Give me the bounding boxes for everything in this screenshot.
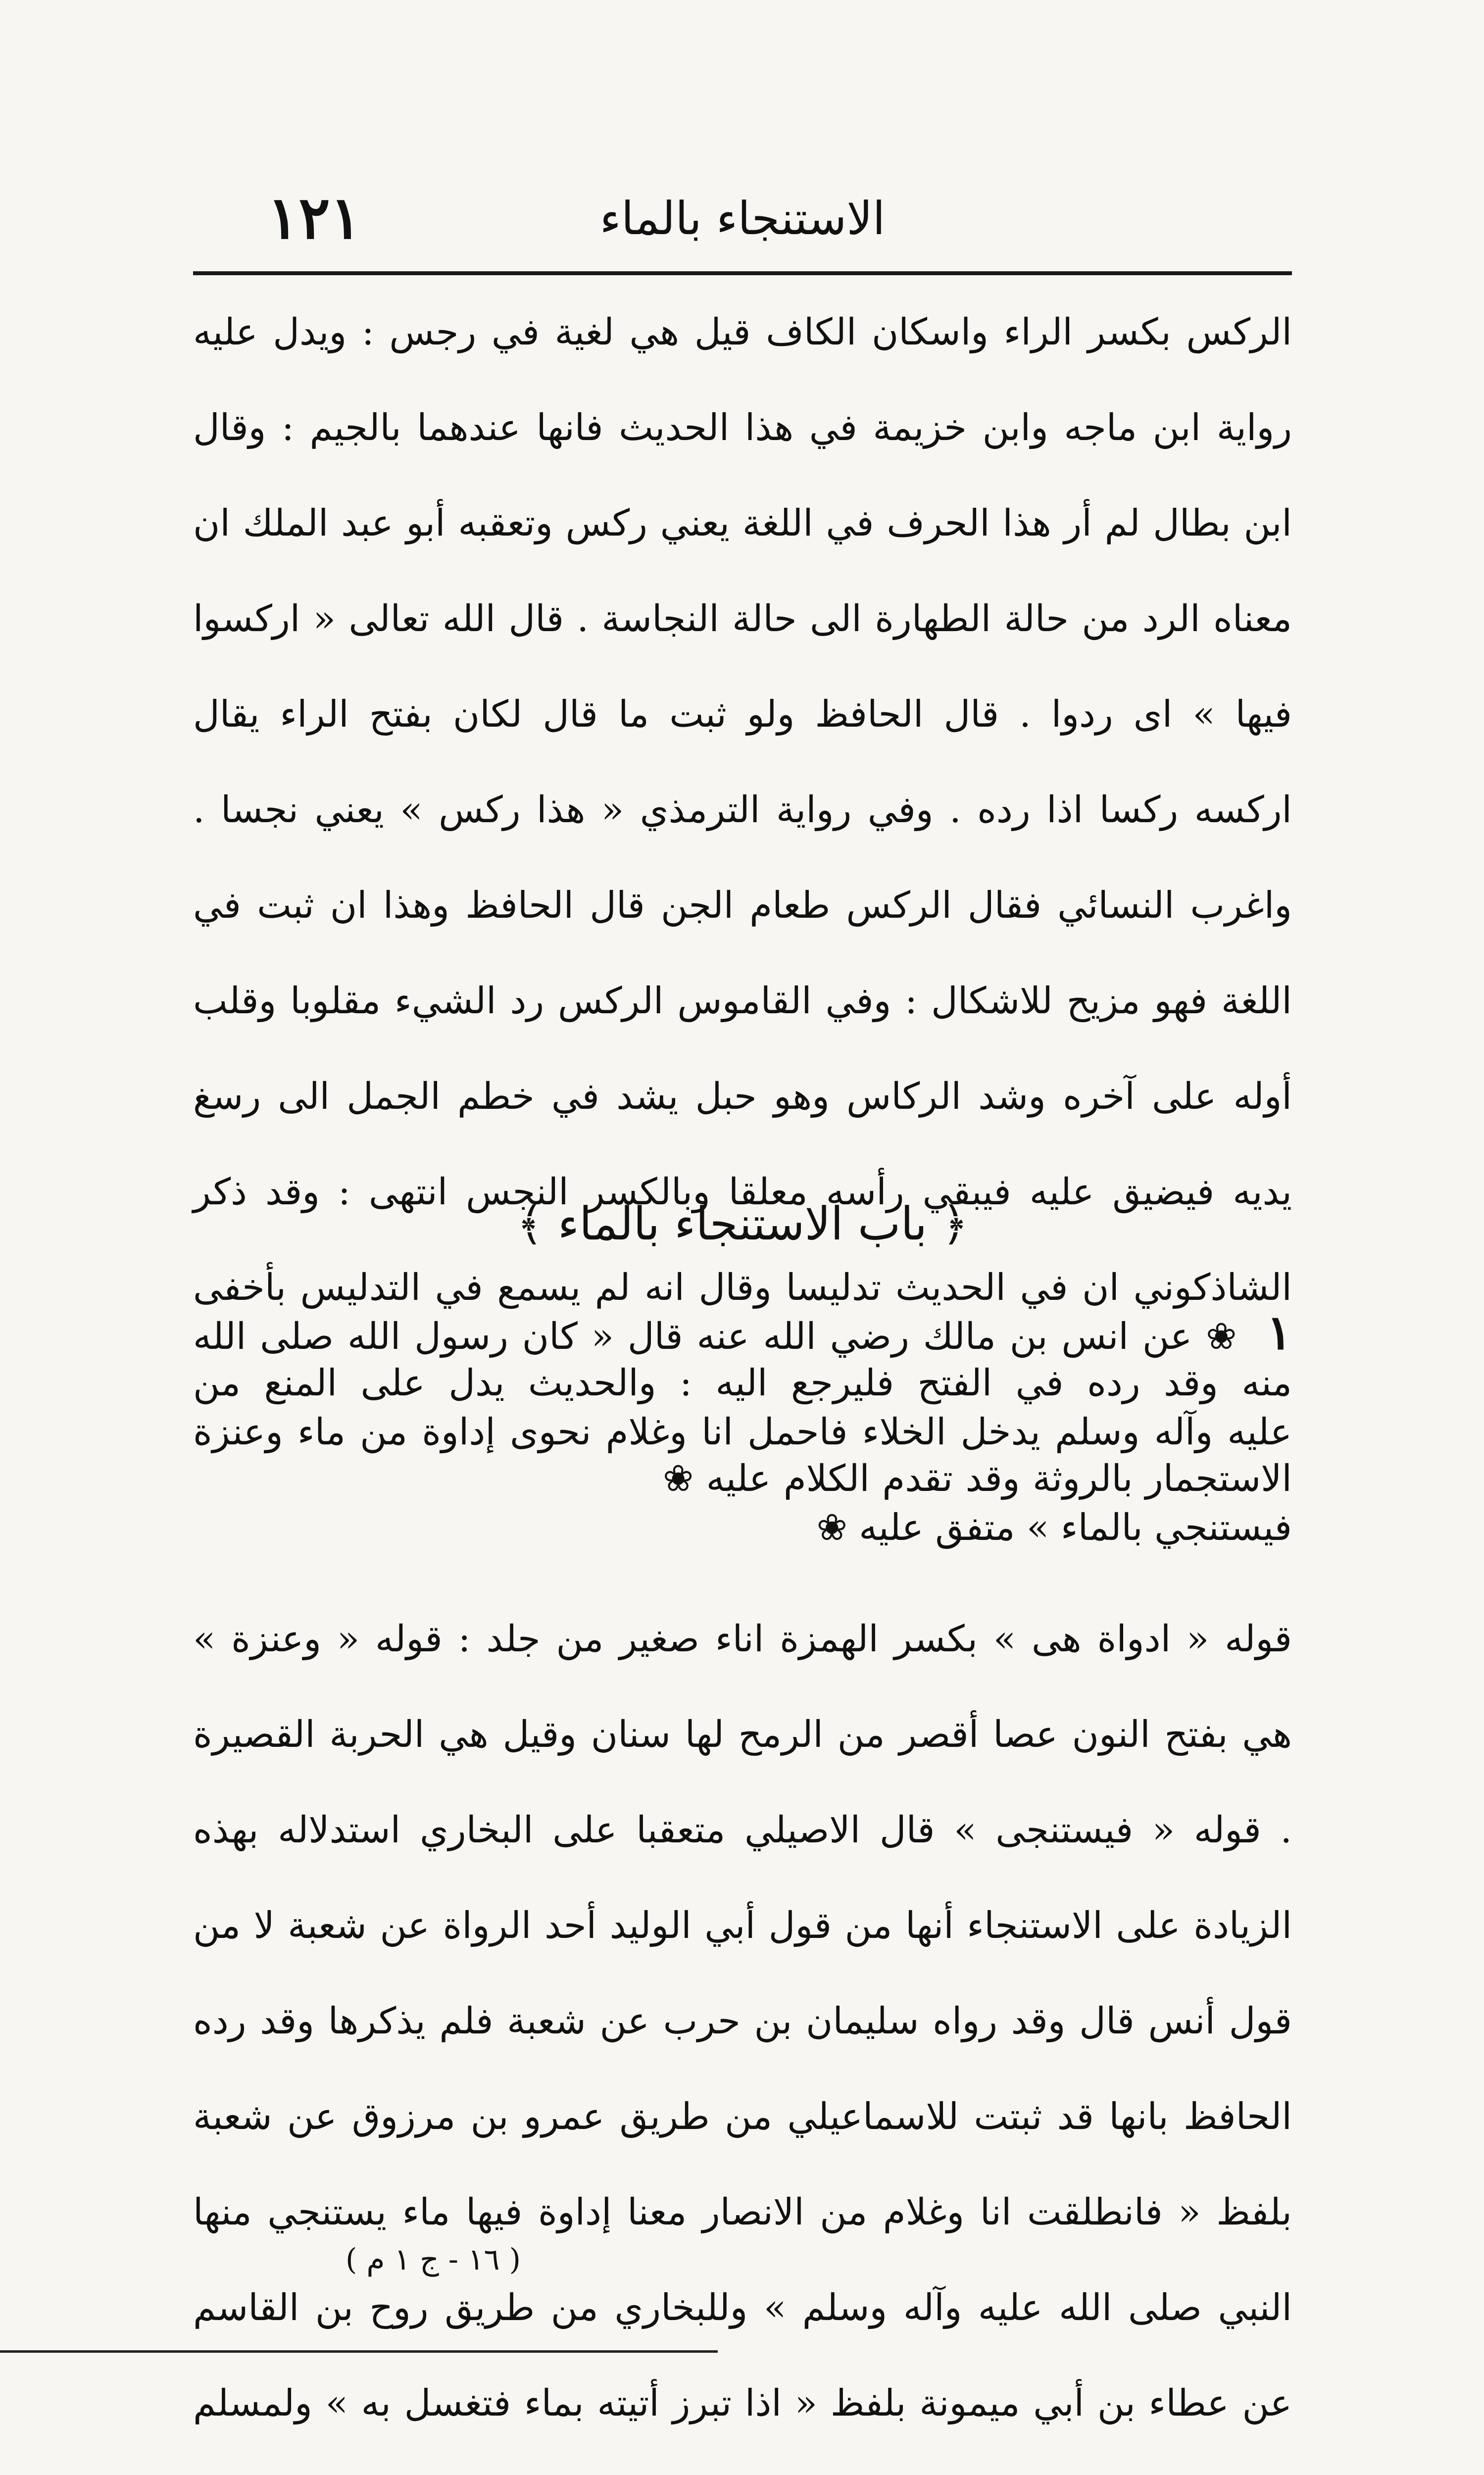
hadith-number: ١ (1266, 1304, 1292, 1360)
header-rule (193, 271, 1292, 275)
page-number: ١٢١ (267, 183, 362, 252)
running-title: الاستنجاء بالماء (599, 192, 886, 245)
page-header (193, 176, 1292, 280)
printer-signature-mark: ( ١٦ - ج ١ م ) (345, 2242, 521, 2277)
commentary-paragraph-2: قوله « ادواة هى » بكسر الهمزة اناء صغير من جلد : قوله « وعنزة » هي بفتح النون عصا أقصر من الرمح لها سنان وقيل هي الحربة القصيرة . قوله « فيستنجى » قال الاصيلي متعقبا على البخاري استدلاله بهذه الزيادة على الاستنجاء أنها من قول أبي الوليد أحد الرواة عن شعبة لا من قول أنس قال وقد رواه سليمان بن حرب عن شعبة فلم يذكرها وقد رده الحافظ بانها قد ثبتت للاسماعيلي من طريق عمرو بن مرزوق عن شعبة بلفظ « فانطلقت انا وغلام من الانصار معنا إداوة فيها ماء يستنجي منها النبي صلى الله عليه وآله وسلم » وللبخاري من طريق روح بن القاسم عن عطاء بن أبي ميمونة بلفظ « اذا تبرز أتيته بماء فتغسل به » ولمسلم (193, 1618, 1292, 2425)
section-heading: ﴿ باب الاستنجاء بالماء ﴾ (516, 1197, 969, 1250)
hadith-entry (193, 1285, 1292, 1572)
commentary-paragraph-1: الركس بكسر الراء واسكان الكاف قيل هي لغية في رجس : ويدل عليه رواية ابن ماجه وابن خزيمة في هذا الحديث فانها عندهما بالجيم : وقال ابن بطال لم أر هذا الحرف في اللغة يعني ركس وتعقبه أبو عبد الملك ان معناه الرد من حالة الطهارة الى حالة النجاسة . قال الله تعالى « اركسوا فيها » اى ردوا . قال الحافظ ولو ثبت ما قال لكان بفتح الراء يقال اركسه ركسا اذا رده . وفي رواية الترمذي « هذا ركس » يعني نجسا . واغرب النسائي فقال الركس طعام الجن قال الحافظ وهذا ان ثبت في اللغة فهو مزيح للاشكال : وفي القاموس الركس رد الشيء مقلوبا وقلب أوله على آخره وشد الركاس وهو حبل يشد في خطم الجمل الى رسغ يديه فيضيق عليه فيبقي رأسه معلقا وبالكسر النجس انتهى : وقد ذكر الشاذكوني ان في الحديث تدليسا وقال انه لم يسمع في التدليس بأخفى منه وقد رده في الفتح فليرجع اليه : والحديث يدل على المنع من الاستجمار بالروثة وقد تقدم الكلام عليه ❀ (193, 311, 1292, 1500)
bottom-rule (0, 2350, 718, 2353)
hadith-text: ❀ عن انس بن مالك رضي الله عنه قال « كان رسول الله صلى الله عليه وآله وسلم يدخل الخلاء فاحمل انا وغلام نحوى إداوة من ماء وعنزة فيستنجي بالماء » متفق عليه ❀ (193, 1315, 1292, 1549)
